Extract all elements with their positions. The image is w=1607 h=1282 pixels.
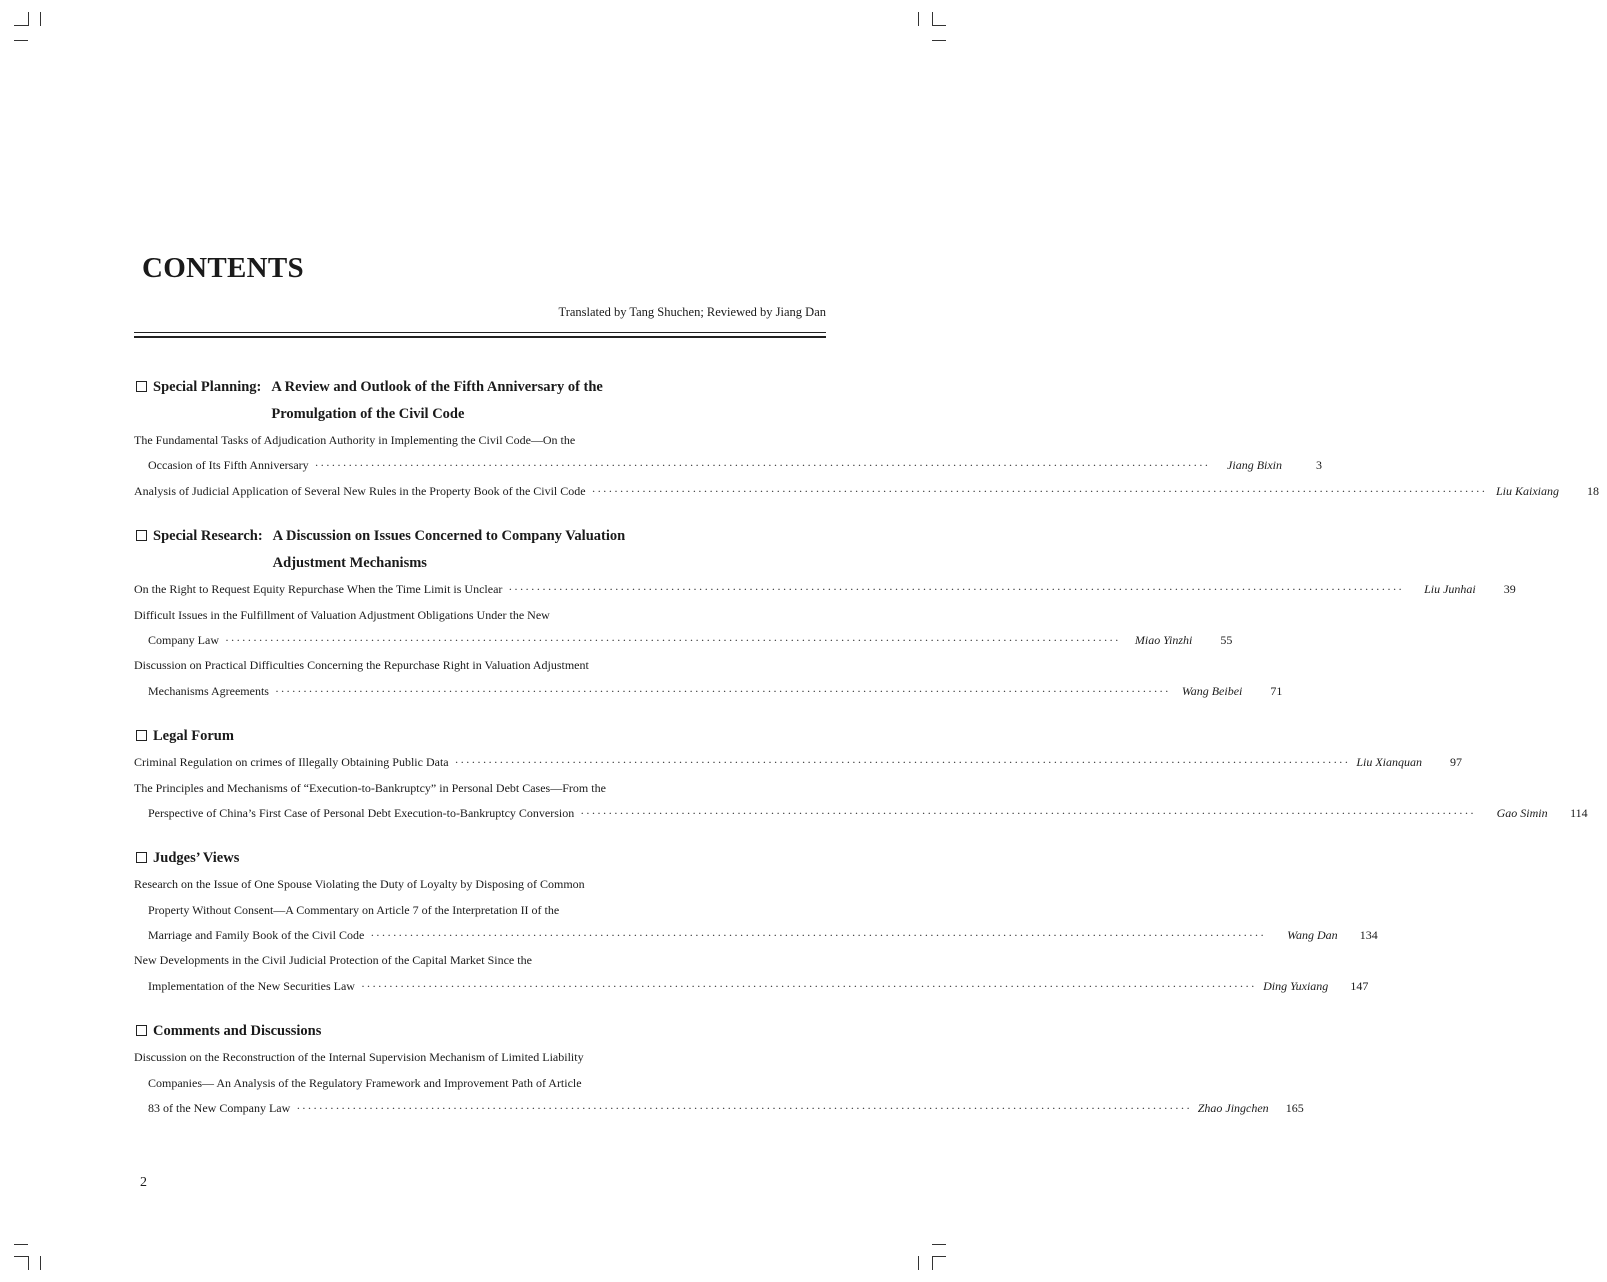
section-heading (134, 1018, 826, 1045)
crop-mark-top-left-v (28, 12, 29, 26)
crop-mark-bottom-left-h (14, 1244, 28, 1245)
toc-entry[interactable] (134, 577, 1516, 602)
section-label: Special Research: (153, 528, 263, 545)
entry-page: 147 (1350, 978, 1369, 993)
section-label: Comments and Discussions (153, 1023, 322, 1040)
page-title: CONTENTS (142, 252, 304, 284)
entry-page: 165 (1285, 1101, 1304, 1116)
toc-section (134, 845, 1378, 999)
entry-page: 114 (1570, 805, 1588, 820)
entry-title-line: Marriage and Family Book of the Civil Code (148, 928, 365, 943)
entry-title-line: Discussion on Practical Difficulties Concerning the Repurchase Right in Valuation Adjustment (134, 658, 589, 673)
checkbox-square-icon (136, 381, 147, 392)
crop-mark-bottom-right-v (932, 1256, 933, 1270)
entry-title-line: Criminal Regulation on crimes of Illegally Obtaining Public Data (134, 755, 449, 770)
toc-section (134, 374, 1599, 504)
dot-leaders: ································································································································································ (591, 483, 1487, 498)
crop-mark-top-left (14, 25, 28, 26)
section-heading (134, 523, 826, 577)
section-title-line: Promulgation of the Civil Code (271, 406, 465, 422)
section-title-line: A Discussion on Issues Concerned to Company Valuation (272, 528, 626, 545)
section-heading (134, 374, 826, 428)
section-label: Judges’ Views (153, 850, 240, 867)
crop-mark-top-right-h2 (932, 40, 946, 41)
toc-entry[interactable] (134, 479, 1599, 504)
section-title (271, 374, 602, 428)
entry-author: Jiang Bixin (1227, 458, 1283, 473)
dot-leaders: ································································································································································ (370, 928, 1266, 943)
entry-title-line: Company Law (148, 632, 219, 647)
entry-title-line: Discussion on the Reconstruction of the Internal Supervision Mechanism of Limited Liability (134, 1050, 584, 1065)
dot-leaders: ································································································································································ (580, 805, 1476, 820)
section-title (273, 523, 626, 577)
dot-leaders: ································································································································································ (508, 582, 1404, 597)
toc-section (134, 1018, 1304, 1121)
entry-author: Wang Dan (1287, 928, 1338, 943)
entry-title-line: Perspective of China’s First Case of Personal Debt Execution-to-Bankruptcy Conversion (148, 805, 575, 820)
checkbox-square-icon (136, 730, 147, 741)
section-title-line: Adjustment Mechanisms (272, 555, 427, 572)
entry-title-line: Implementation of the New Securities Law (148, 978, 355, 993)
section-label: Legal Forum (153, 728, 234, 745)
section-heading (134, 723, 826, 750)
toc-entry[interactable] (134, 603, 1233, 654)
entry-author: Liu Xianquan (1356, 755, 1422, 770)
entry-title-line: Occasion of Its Fifth Anniversary (148, 458, 309, 473)
entry-author: Gao Simin (1496, 805, 1548, 820)
crop-mark-top-right-v2 (932, 12, 933, 26)
crop-mark-top-left-h2 (14, 40, 28, 41)
crop-mark-top-right-v (918, 12, 919, 26)
entry-title-line: Companies— An Analysis of the Regulatory Framework and Improvement Path of Article (148, 1075, 582, 1090)
toc-section (134, 523, 1516, 704)
toc-section (134, 723, 1588, 826)
header-rule-thick (134, 336, 826, 338)
entry-title-line: Research on the Issue of One Spouse Violating the Duty of Loyalty by Disposing of Common (134, 877, 585, 892)
entry-title-line: The Principles and Mechanisms of “Execution-to-Bankruptcy” in Personal Debt Cases—From the (134, 780, 606, 795)
crop-mark-top-left-v2 (40, 12, 41, 26)
entry-page: 3 (1316, 458, 1323, 473)
entry-title-line: 83 of the New Company Law (148, 1101, 291, 1116)
entry-title-line: Analysis of Judicial Application of Several New Rules in the Property Book of the Civil Code (134, 483, 586, 498)
toc-entry[interactable] (134, 948, 1369, 999)
dot-leaders: ································································································································································ (225, 632, 1121, 647)
entry-title-line: On the Right to Request Equity Repurchase When the Time Limit is Unclear (134, 582, 503, 597)
entry-title-line: Property Without Consent—A Commentary on Article 7 of the Interpretation II of the (148, 902, 560, 917)
section-label: Special Planning: (153, 379, 262, 395)
header-rule-thin (134, 332, 826, 333)
entry-author: Zhao Jingchen (1197, 1101, 1269, 1116)
crop-mark-bottom-left-h2 (14, 1256, 28, 1257)
entry-page: 18 (1586, 483, 1599, 498)
toc-entry[interactable] (134, 872, 1378, 948)
entry-author: Liu Junhai (1424, 582, 1476, 597)
toc-entry[interactable] (134, 1045, 1304, 1121)
section-heading (134, 845, 826, 872)
crop-mark-bottom-left-v2 (40, 1256, 41, 1270)
crop-mark-bottom-right-h (932, 1244, 946, 1245)
checkbox-square-icon (136, 852, 147, 863)
toc-entry[interactable] (134, 428, 1323, 479)
entry-author: Miao Yinzhi (1134, 632, 1193, 647)
entry-author: Wang Beibei (1181, 683, 1243, 698)
entry-title-line: Difficult Issues in the Fulfillment of Valuation Adjustment Obligations Under the New (134, 607, 550, 622)
section-title-line: A Review and Outlook of the Fifth Anniversary of the (271, 379, 603, 395)
dot-leaders: ································································································································································ (274, 683, 1171, 698)
dot-leaders: ································································································································································ (314, 458, 1211, 473)
page-number: 2 (140, 1175, 147, 1190)
crop-mark-bottom-left-v (28, 1256, 29, 1270)
entry-page: 134 (1359, 928, 1378, 943)
entry-author: Ding Yuxiang (1263, 978, 1329, 993)
entry-page: 71 (1270, 683, 1283, 698)
entry-author: Liu Kaixiang (1495, 483, 1559, 498)
dot-leaders: ································································································································································ (296, 1101, 1192, 1116)
entry-page: 97 (1449, 755, 1462, 770)
entry-title-line: New Developments in the Civil Judicial Protection of the Capital Market Since the (134, 953, 532, 968)
toc-entry[interactable] (134, 776, 1588, 827)
crop-mark-bottom-right-v2 (918, 1256, 919, 1270)
entry-page: 39 (1503, 582, 1516, 597)
toc-entry[interactable] (134, 653, 1283, 704)
entry-title-line: The Fundamental Tasks of Adjudication Authority in Implementing the Civil Code—On the (134, 432, 576, 447)
crop-mark-top-right-h (932, 25, 946, 26)
entry-title-line: Mechanisms Agreements (148, 683, 269, 698)
toc-entry[interactable] (134, 750, 1462, 775)
checkbox-square-icon (136, 1025, 147, 1036)
translation-credit: Translated by Tang Shuchen; Reviewed by Jiang Dan (558, 305, 826, 319)
table-of-contents (134, 374, 1599, 1140)
entry-page: 55 (1220, 632, 1233, 647)
crop-mark-bottom-right-h2 (932, 1256, 946, 1257)
dot-leaders: ································································································································································ (454, 755, 1350, 770)
checkbox-square-icon (136, 530, 147, 541)
dot-leaders: ································································································································································ (360, 978, 1257, 993)
